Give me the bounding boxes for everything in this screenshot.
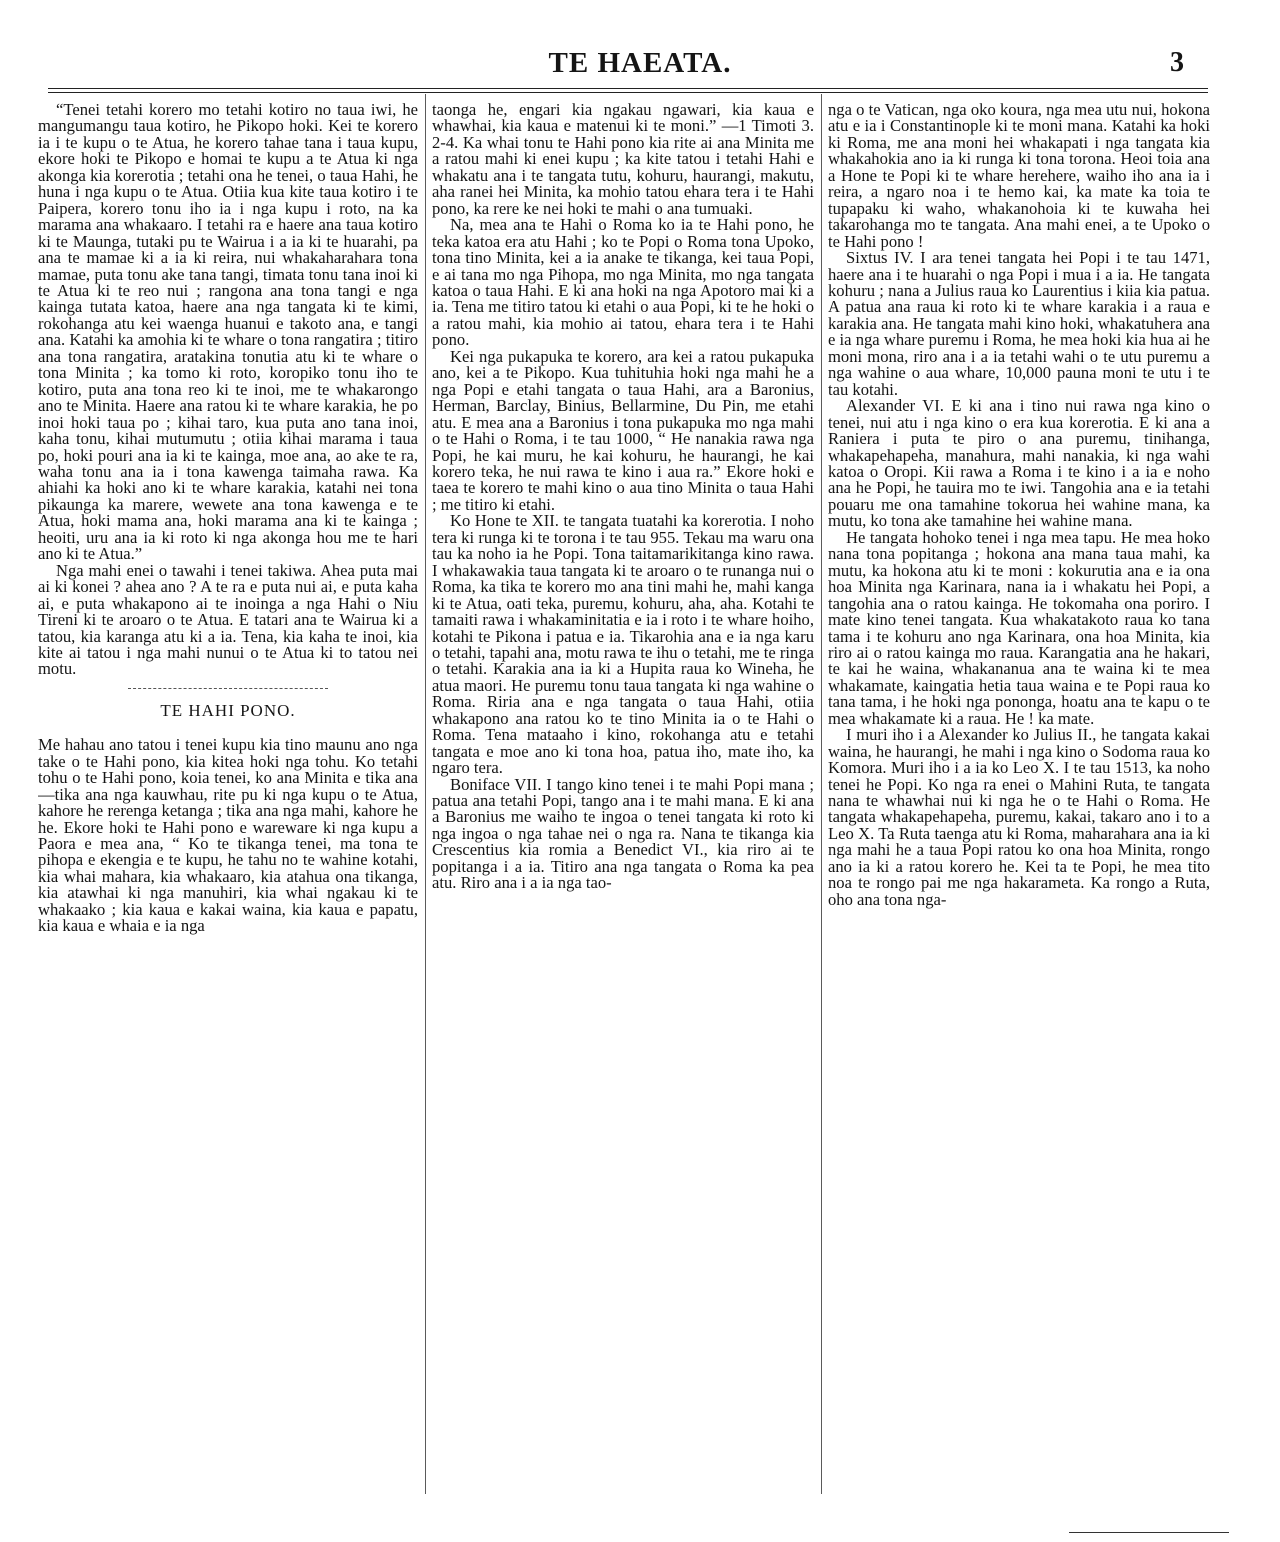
- column-1: [38, 102, 418, 1542]
- paragraph: Boniface VII. I tango kino tenei i te mahi Popi mana ; patua ana tetahi Popi, tango ana i te mahi mana. E ki ana a Baronius me waiho te ingoa o tenei tangata ki roto ki nga ingoa o nga tahae nei o nga ra. Nana te tikanga kia Crescentius kia romia a Benedict VI., kia riro ai te popitanga i a ia. Titiro ana nga tangata o Roma ka pea atu. Riro ana i a ia nga tao-: [432, 774, 814, 893]
- paragraph: Kei nga pukapuka te korero, ara kei a ratou pukapuka ano, kei a te Pikopo. Kua tuhituhia hoki nga mahi he a nga Popi e etahi tangata o taua Hahi, ara a Baronius, Herman, Barclay, Binius, Bellarmine, Du Pin, me etahi atu. E mea ana a Baronius i tona pukapuka mo nga mahi o te Hahi o Roma, i te tau 1000, “ He nanakia rawa nga Popi, he kai muru, he kai kohuru, he haurangi, he kai korero teka, he nui rawa te kino i aua ra.” Ekore hoki e taea te korero te mahi kino o aua tino Minita o taua Hahi ; me titiro ki etahi.: [432, 346, 814, 514]
- header-rule: [48, 88, 1208, 93]
- column-divider: [821, 94, 822, 1494]
- paragraph: Na, mea ana te Hahi o Roma ko ia te Hahi pono, he teka katoa era atu Hahi ; ko te Popi o Roma tona Upoko, tona tino Minita, kei a ia anake te tikanga, kei taua Popi, e ai tana mo nga Pihopa, mo nga Minita, mo nga tangata katoa o taua Hahi. E ki ana hoki na nga Apotoro mai ki a ia. Tena me titiro tatou ki etahi o aua Popi, ki te he hoki o a ratou mahi, kia mohio ai tatou, ehara tera i te Hahi pono.: [432, 215, 814, 350]
- page-number: 3: [1170, 47, 1184, 78]
- column-divider: [425, 94, 426, 1494]
- page-title: TE HAEATA.: [548, 47, 732, 79]
- paragraph: Me hahau ano tatou i tenei kupu kia tino maunu ano nga take o te Hahi pono, kia kitea hoki nga tohu. Ko tetahi tohu o te Hahi pono, koia tenei, ko ana Minita e tika ana—tika ana nga kauwhau, rite pu ki nga kupu o te Atua, kahore he rerenga ketanga ; tika ana nga mahi, kahore he he. Ekore hoki te Hahi pono e wareware ki nga kupu a Paora e mea ana, “ Ko te tikanga tenei, ma tona te pihopa e ekengia e te kupu, he tahu no te wahine kotahi, kia whai mahara, kia whakaaro, kia atahua ona tikanga, kia atawhai ki nga manuhiri, kia whai ngakau ki te whakaako ; kia kaua e kakai waina, kia kaua e papatu, kia kaua e whaia e ia nga: [38, 735, 418, 936]
- paragraph: He tangata hohoko tenei i nga mea tapu. He mea hoko nana tona popitanga ; hokona ana mana taua mahi, ka mutu, ka hokona atu ki te moni : kokurutia ana e ia ona hoa Minita nga Karinara, nana ia i whakatu hei Popi, a tangohia ana o ratou kainga. He tokomaha ona poriro. I mate kino tenei tangata. Kua whakatakoto raua ko tana tama i te kohuru ano nga Karinara, ona hoa Minita, kia riro ai o ratou kainga mo raua. Karangatia ana he hakari, te kai he waina, whakananua ana te waina ki te mea whakamate, kaingatia hetia taua waina e te Popi raua ko tana tama, i he hoki nga pononga, hoatu ana te kapu o te mea whakamate ki a raua. He ! ka mate.: [828, 527, 1210, 728]
- paragraph: taonga he, engari kia ngakau ngawari, kia kaua e whawhai, kia kaua e matenui ki te moni.” —1 Timoti 3. 2-4. Ka whai tonu te Hahi pono kia rite ai ana Minita me a ratou mahi ki enei kupu ; ka kite tatou i tetahi Hahi e whakatu ana i te tangata tutu, kohuru, haurangi, makutu, aha ranei hei Minita, ka mohio tatou ehara tera i te Hahi pono, ka rere ke nei hoki te mahi o ana tumuaki.: [432, 102, 814, 218]
- paragraph: “Tenei tetahi korero mo tetahi kotiro no taua iwi, he mangumangu taua kotiro, he Pikopo hoki. Kei te korero ia i te kupu o te Atua, he korero tahae tana i taua kupu, ekore hoki te Pikopo e homai te kupu a te Atua ki nga akonga kia korerotia ; tetahi ona he tenei, o taua Hahi, he huna i nga kupu o te Atua. Otiia kua kite taua kotiro i te Paipera, korero tonu iho ia i nga kupu i roto, na ka marama ana whakaaro. I tetahi ra e haere ana taua kotiro ki te Maunga, tutaki pu te Wairua i a ia ki te huarahi, pa ana te mamae ki a ia ki reira, nui whakaharahara tona mamae, puta tonu ake tana tangi, timata tonu tana inoi ki te Atua ki te reo nui ; rangona ana tona tangi e nga kainga tutata katoa, haere ana nga tangata ki te kimi, rokohanga atu kei waenga huanui e takoto ana, e tangi ana. Katahi ka amohia ki te whare o tona rangatira ; titiro ana tona rangatira, aratakina tonutia atu ki te whare o tona Minita ; ka tomo ki roto, koropiko tonu iho te kotiro, puta ana tona reo ki te inoi, me te whakarongo ano te Minita. Haere ana ratou ki te whare karakia, he po inoi hoki taua po ; kihai taro, kua puta ano tana inoi, kaha tonu, kihai mutumutu ; otiia kihai marama i taua po, hoki pouri ana ia ki te kainga, moe ana, ao ake te ra, waha tonu ana ia i tona kawenga taimaha rawa. Ka ahiahi ka hoki ano ki te whare karakia, katahi nei tona pikaunga ka marere, wewete ana tona kawenga e te Atua, hoki mama ana, hoki marama ana ki te kainga ; heoiti, uru ana ia ki roto ki nga akonga hou me te hari ano ki te Atua.”: [38, 102, 418, 564]
- section-divider: [128, 688, 328, 689]
- masthead: [0, 46, 1280, 80]
- section-heading: TE HAHI PONO.: [160, 700, 296, 720]
- column-3: [828, 102, 1210, 1542]
- column-2: [432, 102, 814, 1542]
- paragraph: nga o te Vatican, nga oko koura, nga mea utu nui, hokona atu e ia i Constantinople ki te moni mana. Katahi ka hoki ki Roma, me ana moni hei whakapati i nga tangata kia whakahokia ano ia ki runga ki tona torona. Heoi toia ana a Hone te Popi ki te whare herehere, waiho iho ana ia i reira, a ngaro noa i te hemo kai, ka mate ka toia te tupapaku ki waho, whakanohoia ki te kuwaha hei takarohanga mo te tangata. Ana mahi enei, a te Upoko o te Hahi pono !: [828, 102, 1210, 251]
- paragraph: Nga mahi enei o tawahi i tenei takiwa. Ahea puta mai ai ki konei ? ahea ano ? A te ra e puta nui ai, e puta kaha ai, e puta whakapono ai te inoinga a nga Hahi o Niu Tireni ki te aroaro o te Atua. E tatari ana te Wairua ki a tatou, kia karanga atu ki a ia. Tena, kia kaha te inoi, kia kite ai tatou i nga mahi nunui o te Atua ki to tatou nei motu.: [38, 560, 418, 679]
- paragraph: I muri iho i a Alexander ko Julius II., he tangata kakai waina, he haurangi, he mahi i nga kino o Sodoma raua ko Komora. Muri iho i a ia ko Leo X. I te tau 1513, ka noho tenei he Popi. Ko nga ra enei o Mahini Ruta, te tangata nana te whawhai nui ki nga he o te Hahi o Roma. He tangata whakapehapeha, puremu, kakai, takaro ano i to a Leo X. Ta Ruta taenga atu ki Roma, maharahara ana ia ki nga mahi he a taua Popi ratou ko ona hoa Minita, rongo ano ia ki a ratou korero he. Kei ta te Popi, he mea tito noa te rongo pai me nga hakarameta. Ka rongo a Ruta, oho ana tona nga-: [828, 725, 1210, 909]
- paragraph: Sixtus IV. I ara tenei tangata hei Popi i te tau 1471, haere ana i te huarahi o nga Popi i mua i a ia. He tangata kohuru ; nana a Julius raua ko Laurentius i kiia kia patua. A patua ana raua ki roto ki te whare karakia i a raua e karakia ana. He tangata mahi kino hoki, whakatuhera ana e ia nga whare puremu i Roma, he mea hoki kia hua ai he moni mona, riro ana i a ia tetahi wahi o te utu puremu a nga wahine o aua whare, 10,000 pauna moni te utu i te tau kotahi.: [828, 248, 1210, 399]
- paragraph: Alexander VI. E ki ana i tino nui rawa nga kino o tenei, nui atu i nga kino o era kua korerotia. E ki ana a Raniera i puta te piro o ana puremu, tinihanga, whakapehapeha, manahura, mahi nanakia, ki nga wahi katoa o Oropi. Kii rawa a Roma i te kino i a ia e noho ana he Popi, he tauira mo te iwi. Tangohia ana e ia tetahi pouaru me ona tamahine tokorua hei wahine mana, ka mutu, ko tona ake tamahine hei wahine mana.: [828, 396, 1210, 531]
- paragraph: Ko Hone te XII. te tangata tuatahi ka korerotia. I noho tera ki runga ki te torona i te tau 955. Tekau ma waru ona tau ka noho ia he Popi. Tona taitamarikitanga kino rawa. I whakawakia taua tangata ki te aroaro o te runanga nui o Roma, ka tika te korero mo ana tini mahi he, mahi kanga ki te Atua, oati teka, puremu, kohuru, aha, aha. Kotahi te tamaiti rawa i whakaminitatia e ia i roto i te whare hoiho, kotahi te Pikona i patua e ia. Tikarohia ana e ia nga karu o tetahi, tapahi ana, motu rawa te ihu o tetahi, me te ringa o tetahi. Karakia ana ia ki a Hupita raua ko Wineha, he atua maori. He puremu tonu taua tangata ki nga wahine o Roma. Riria ana e nga tangata o taua Hahi, otiia whakapono ana ratou ko te tino Minita ia o te Hahi o Roma. Tena mataaho i kino, rokohanga atu e tetahi tangata e moe ano ki tona hoa, patua iho, mate iho, ka ngaro tera.: [432, 511, 814, 778]
- footer-rule: [1069, 1532, 1229, 1533]
